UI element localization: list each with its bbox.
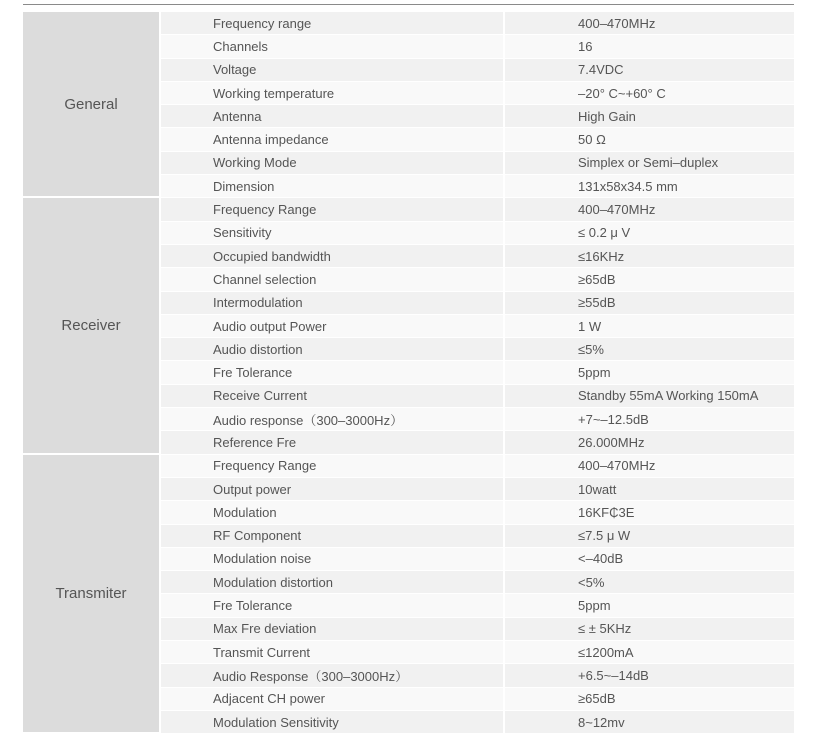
spec-parameter: Max Fre deviation (161, 618, 505, 641)
spec-parameter: Audio distortion (161, 338, 505, 361)
spec-value: ≥65dB (505, 268, 794, 291)
spec-value: High Gain (505, 105, 794, 128)
spec-value: 5ppm (505, 594, 794, 617)
spec-value: 16 (505, 35, 794, 58)
spec-parameter: Working Mode (161, 152, 505, 175)
spec-parameter: Reference Fre (161, 431, 505, 454)
spec-value: 8~12mv (505, 711, 794, 734)
top-divider (23, 4, 794, 5)
spec-value: ≥55dB (505, 292, 794, 315)
spec-parameter: Transmit Current (161, 641, 505, 664)
spec-value: ≤5% (505, 338, 794, 361)
spec-parameter: Frequency Range (161, 455, 505, 478)
spec-value: <5% (505, 571, 794, 594)
spec-row (23, 198, 794, 221)
spec-parameter: Antenna (161, 105, 505, 128)
spec-row (23, 455, 794, 478)
spec-value: ≤ 0.2 μ V (505, 222, 794, 245)
spec-value: +6.5~–14dB (505, 664, 794, 687)
spec-parameter: Occupied bandwidth (161, 245, 505, 268)
spec-parameter: Dimension (161, 175, 505, 198)
spec-parameter: Modulation noise (161, 548, 505, 571)
spec-parameter: Channels (161, 35, 505, 58)
spec-value: 131x58x34.5 mm (505, 175, 794, 198)
spec-value: +7~–12.5dB (505, 408, 794, 431)
spec-table (23, 12, 794, 734)
spec-parameter: Fre Tolerance (161, 594, 505, 617)
spec-value: Simplex or Semi–duplex (505, 152, 794, 175)
spec-parameter: Sensitivity (161, 222, 505, 245)
spec-parameter: Adjacent CH power (161, 688, 505, 711)
spec-value: <–40dB (505, 548, 794, 571)
section-label-receiver: Receiver (23, 198, 161, 454)
spec-value: Standby 55mA Working 150mA (505, 385, 794, 408)
section-label-transmiter: Transmiter (23, 455, 161, 735)
spec-value: 26.000MHz (505, 431, 794, 454)
spec-value: 400–470MHz (505, 198, 794, 221)
spec-parameter: Output power (161, 478, 505, 501)
spec-parameter: Receive Current (161, 385, 505, 408)
spec-value: ≤16KHz (505, 245, 794, 268)
spec-table-body (23, 12, 794, 734)
spec-parameter: Fre Tolerance (161, 361, 505, 384)
spec-value: ≤1200mA (505, 641, 794, 664)
spec-parameter: Audio output Power (161, 315, 505, 338)
spec-row (23, 12, 794, 35)
spec-parameter: Modulation distortion (161, 571, 505, 594)
spec-value: 50 Ω (505, 128, 794, 151)
spec-value: ≤7.5 μ W (505, 525, 794, 548)
spec-parameter: Audio Response（300–3000Hz） (161, 664, 505, 687)
section-label-general: General (23, 12, 161, 198)
spec-parameter: Frequency Range (161, 198, 505, 221)
spec-parameter: Audio response（300–3000Hz） (161, 408, 505, 431)
spec-value: 7.4VDC (505, 59, 794, 82)
spec-value: ≤ ± 5KHz (505, 618, 794, 641)
spec-parameter: Modulation Sensitivity (161, 711, 505, 734)
spec-value: 400–470MHz (505, 455, 794, 478)
spec-parameter: Channel selection (161, 268, 505, 291)
spec-parameter: Working temperature (161, 82, 505, 105)
spec-parameter: RF Component (161, 525, 505, 548)
spec-parameter: Antenna impedance (161, 128, 505, 151)
spec-parameter: Voltage (161, 59, 505, 82)
spec-value: 10watt (505, 478, 794, 501)
spec-value: ≥65dB (505, 688, 794, 711)
spec-parameter: Frequency range (161, 12, 505, 35)
spec-value: 400–470MHz (505, 12, 794, 35)
spec-value: 1 W (505, 315, 794, 338)
spec-value: 16KF₵3E (505, 501, 794, 524)
spec-parameter: Modulation (161, 501, 505, 524)
spec-value: –20° C~+60° C (505, 82, 794, 105)
spec-value: 5ppm (505, 361, 794, 384)
spec-parameter: Intermodulation (161, 292, 505, 315)
